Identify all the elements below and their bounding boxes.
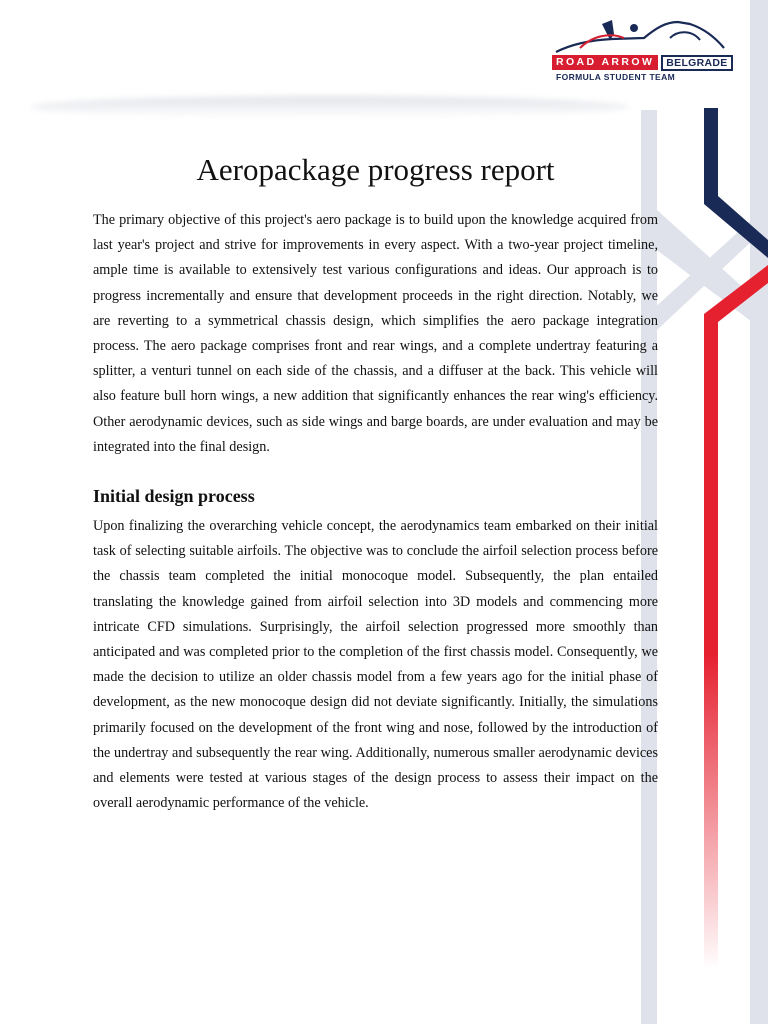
race-car-icon <box>552 14 728 54</box>
logo-brand-right: BELGRADE <box>661 55 732 71</box>
document-body <box>93 150 658 816</box>
section-heading: Initial design process <box>93 486 255 507</box>
team-logo <box>552 14 728 82</box>
grey-stripe <box>750 0 768 1024</box>
section-paragraph: Upon finalizing the overarching vehicle concept, the aerodynamics team embarked on their initial task of selecting suitable airfoils. The objective was to conclude the airfoil selection process before the chassis team completed the initial monocoque model. Subsequently, the plan entailed translating the knowledge gained from airfoil selection into 3D models and commencing more intricate CFD simulations. Surprisingly, the airfoil selection progressed more smoothly than anticipated and was completed prior to the completion of the first chassis model. Consequently, we made the decision to utilize an older chassis model from a few years ago for the initial phase of development, as the new monocoque design did not deviate significantly. Initially, the simulations primarily focused on the development of the front wing and nose, followed by the introduction of the undertray and subsequently the rear wing. Additionally, numerous smaller aerodynamic devices and elements were tested at various stages of the design process to assess their impact on the overall aerodynamic performance of the vehicle. <box>93 518 658 812</box>
header-shadow-bar <box>30 96 630 118</box>
page-title: Aeropackage progress report <box>196 152 555 187</box>
logo-subtitle: FORMULA STUDENT TEAM <box>556 72 676 82</box>
logo-brand-left: ROAD ARROW <box>552 55 658 70</box>
intro-paragraph: The primary objective of this project's aero package is to build upon the knowledge acquired from last year's project and strive for improvements in every aspect. With a two-year project timeline, ample time is available to extensively test various configurations and ideas. Our approach is to progress incrementally and ensure that development proceeds in the right direction. Notably, we are reverting to a symmetrical chassis design, which simplifies the aero package integration process. The aero package comprises front and rear wings, and a complete undertray featuring a splitter, a venturi tunnel on each side of the chassis, and a diffuser at the back. This vehicle will also feature bull horn wings, a new addition that significantly enhances the rear wing's efficiency. Other aerodynamic devices, such as side wings and barge boards, are under evaluation and may be integrated into the final design. <box>93 212 658 455</box>
